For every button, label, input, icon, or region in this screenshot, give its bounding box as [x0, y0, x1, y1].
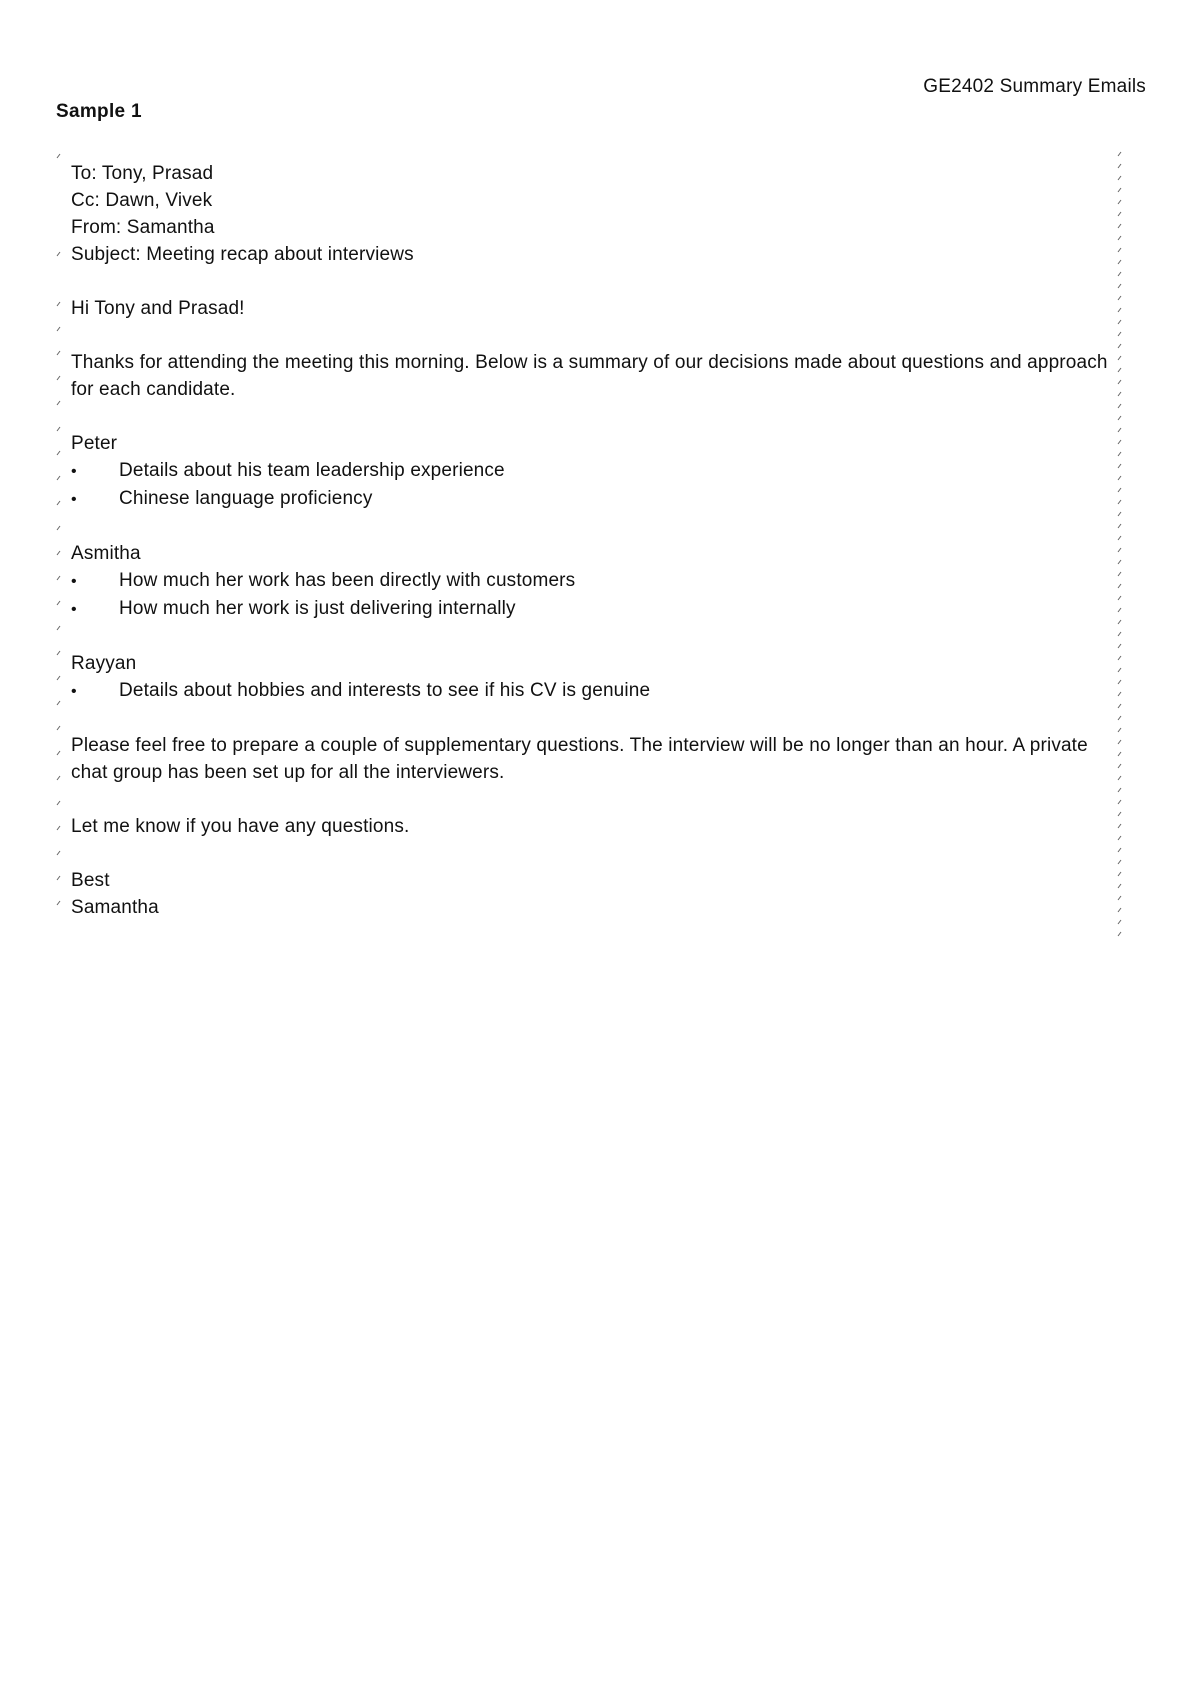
candidate-name: Peter	[71, 433, 118, 454]
list-item-text: Chinese language proficiency	[119, 488, 373, 509]
email-body	[71, 160, 1111, 921]
email-sign-off: Best	[71, 870, 110, 891]
email-closing-paragraph: Please feel free to prepare a couple of supplementary questions. The interview will be no longer than an hour. A private chat group has been set up for all the interviewers.	[71, 735, 1088, 783]
list-item	[71, 595, 1111, 623]
email-questions-line: Let me know if you have any questions.	[71, 816, 410, 837]
bullet-icon: •	[71, 491, 77, 508]
spacer	[71, 840, 1111, 867]
email-intro-paragraph: Thanks for attending the meeting this morning. Below is a summary of our decisions made about questions and approach for each candidate.	[71, 352, 1108, 400]
email-subject-line: Subject: Meeting recap about interviews	[71, 244, 414, 265]
candidate-name: Asmitha	[71, 543, 141, 564]
right-margin-marks	[1117, 150, 1127, 940]
list-item	[71, 485, 1111, 513]
sample-title: Sample 1	[56, 101, 142, 122]
bullet-icon: •	[71, 573, 77, 590]
list-item-text: Details about hobbies and interests to see if his CV is genuine	[119, 680, 651, 701]
spacer	[71, 786, 1111, 813]
spacer	[71, 623, 1111, 650]
left-margin-marks	[56, 150, 66, 930]
email-to-line: To: Tony, Prasad	[71, 163, 214, 184]
bullet-icon: •	[71, 463, 77, 480]
email-from-line: From: Samantha	[71, 217, 215, 238]
spacer	[71, 403, 1111, 430]
candidate-name: Rayyan	[71, 653, 137, 674]
spacer	[71, 705, 1111, 732]
list-item	[71, 567, 1111, 595]
list-item-text: How much her work has been directly with customers	[119, 570, 576, 591]
list-item	[71, 677, 1111, 705]
spacer	[71, 322, 1111, 349]
list-item-text: How much her work is just delivering internally	[119, 598, 516, 619]
spacer	[71, 268, 1111, 295]
bullet-icon: •	[71, 683, 77, 700]
bullet-icon: •	[71, 601, 77, 618]
email-cc-line: Cc: Dawn, Vivek	[71, 190, 213, 211]
email-greeting: Hi Tony and Prasad!	[71, 298, 245, 319]
email-signature: Samantha	[71, 897, 159, 918]
list-item	[71, 457, 1111, 485]
list-item-text: Details about his team leadership experience	[119, 460, 505, 481]
document-header-title: GE2402 Summary Emails	[923, 76, 1146, 97]
spacer	[71, 513, 1111, 540]
